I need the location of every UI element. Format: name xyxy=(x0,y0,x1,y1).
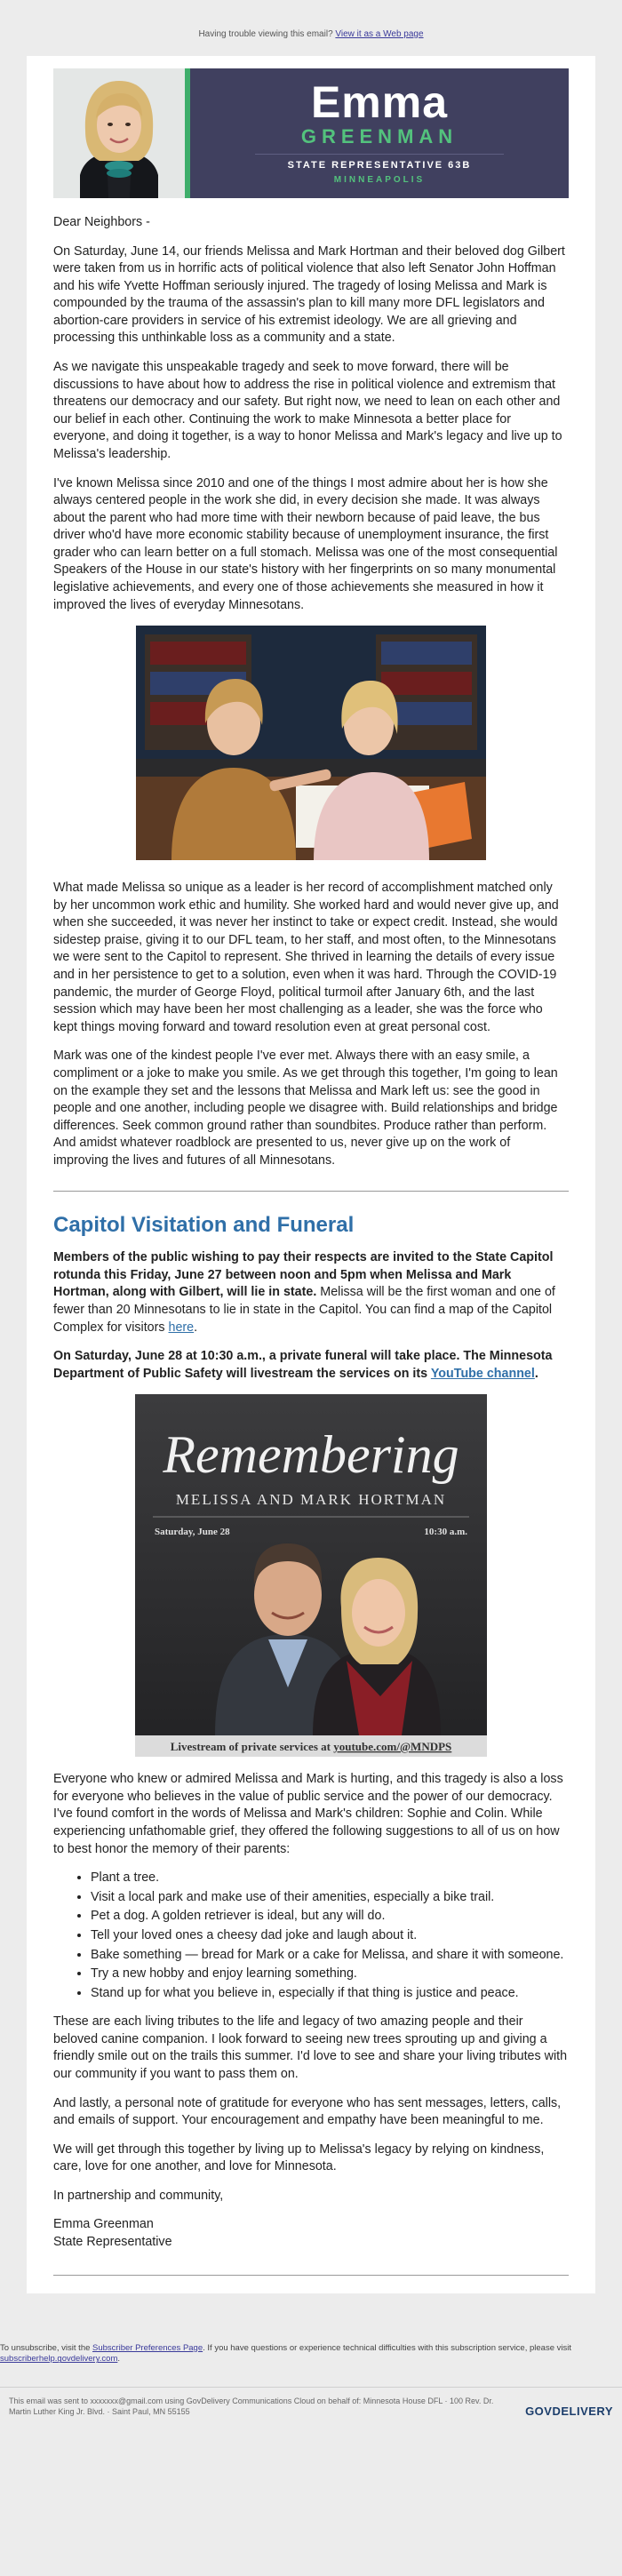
govdelivery-logo-text: GOVDELIVERY xyxy=(525,2404,613,2418)
section-divider xyxy=(53,1191,569,1192)
signoff-title: State Representative xyxy=(53,2235,172,2250)
paragraph: I've known Melissa since 2010 and one of the things I most admire about her is how she always centered people in the work she did, in every decision she made. It was always about the parent who had more time with their newborn because of paid leave, the bus driver who'd have more economic stability because of unemployment insurance, the first grader who can learn better on a full stomach. Melissa was one of the most consequential Speakers of the House in our state's history with her fingerprints on so many monumental legislative achievements, and every one of those achievements she measured in how it improved the lives of everyday Minnesotans. xyxy=(53,475,558,612)
email-body xyxy=(53,214,569,2276)
remembering-poster xyxy=(135,1394,487,1757)
capitol-heading: Capitol Visitation and Funeral xyxy=(53,1213,355,1238)
signoff xyxy=(53,2188,569,2252)
sender-footer xyxy=(0,2388,622,2417)
poster-title: Remembering xyxy=(163,1425,459,1485)
poster-caption-text: Livestream of private services at xyxy=(170,1740,334,1754)
poster-time: 10:30 a.m. xyxy=(424,1527,467,1538)
unsub-text-end: . xyxy=(117,2354,120,2365)
poster-names: MELISSA AND MARK HORTMAN xyxy=(175,1491,447,1509)
govdelivery-logo xyxy=(525,2405,613,2418)
list-item: • Plant a tree. xyxy=(91,1870,569,1887)
visitation-paragraph xyxy=(53,1249,569,1336)
paragraph: What made Melissa so unique as a leader is her record of accomplishment matched only by her uncommon work ethic and humility. She worked hard and would never give up, and when she succeeded, it was never her instinct to take or expect credit. Instead, she would sidestep praise, giving it to our DFL team, to her staff, and most often, to the Minnesotans we were sent to the Capitol to represent. She thrived in learning the details of every issue and in her persistence to get to a solution, even when it was hard. Through the COVID-19 pandemic, the murder of George Floyd, political turmoil after January 6th, and the last session which may have been her most challenging as a leader, she was the force who kept things moving forward and toward resolution even at great personal cost. xyxy=(53,881,559,1034)
paragraph: We will get through this together by living up to Melissa's legacy by relying on kindness, care, love for one another, and love for Minnesota. xyxy=(53,2141,545,2174)
funeral-paragraph xyxy=(53,1348,569,1383)
suggestion-list xyxy=(53,1870,569,2002)
paragraph: Everyone who knew or admired Melissa and Mark is hurting, and this tragedy is also a loss for everyone who believes in the value of public service and the power of our democracy. I've found comfort in the words of Melissa and Mark's children: Sophie and Colin. While experiencing unfathomable grief, they offered the following suggestions to all of us on how to best honor the memory of their parents: xyxy=(53,1772,563,1856)
visitation-text: Melissa will be the first woman and one of fewer than 20 Minnesotans to lie in state in the Capitol. You can find a map of the Capitol Complex for visitors xyxy=(53,1285,555,1335)
list-item: • Visit a local park and make use of their amenities, especially a bike trail. xyxy=(91,1889,569,1907)
visitation-end: . xyxy=(194,1320,198,1335)
greeting: Dear Neighbors - xyxy=(53,215,150,229)
header-banner xyxy=(53,68,569,198)
subscriber-help-link[interactable]: subscriberhelp.govdelivery.com xyxy=(0,2354,118,2365)
poster-date: Saturday, June 28 xyxy=(155,1527,230,1538)
banner-office: STATE REPRESENTATIVE 63B xyxy=(287,160,472,171)
melissa-and-emma-photo xyxy=(136,626,486,860)
list-item: • Tell your loved ones a cheesy dad joke and laugh about it. xyxy=(91,1927,569,1945)
capitol-map-link[interactable]: here xyxy=(168,1320,195,1335)
preheader xyxy=(0,0,622,56)
paragraph: On Saturday, June 14, our friends Melissa and Mark Hortman and their beloved dog Gilbert were taken from us in horrific acts of political violence that also left Senator John Hoffman and his wife Yvette Hoffman seriously injured. The tragedy of losing Melissa and Mark is compounded by the trauma of the assassin's plan to kill many more DFL legislators and abortion-care providers in service of his extremist ideology. We are all grieving and processing this unthinkable loss as a community and a state. xyxy=(53,243,565,346)
funeral-end: . xyxy=(534,1366,538,1381)
funeral-bold xyxy=(53,1349,552,1381)
poster-caption xyxy=(171,1740,452,1753)
poster-caption-link: youtube.com/@MNDPS xyxy=(333,1740,452,1754)
paragraph: Mark was one of the kindest people I've ever met. Always there with an easy smile, a compliment or a joke to make you smile. As we get through this together, I'm going to lean on the example they set and the lessons that Melissa and Mark left us: see the good in people and one another, including people we disagree with. Build relationships and bridge differences. Seek common ground rather than soundbites. Produce rather than perform. And amidst whatever roadblock are presented to us, never give up on the work of improving the lives and futures of all Minnesotans. xyxy=(53,1049,558,1168)
visitation-bold: Members of the public wishing to pay their respects are invited to the State Capitol rotunda this Friday, June 27 between noon and 5pm when Melissa and Mark Hortman, along with Gilbert, will lie in state. xyxy=(53,1250,554,1300)
list-item: • Stand up for what you believe in, especially if that thing is justice and peace. xyxy=(91,1985,569,2003)
signoff-closing: In partnership and community, xyxy=(53,2188,224,2203)
footer-divider xyxy=(53,2275,569,2276)
banner-divider xyxy=(255,154,504,155)
subscriber-preferences-link[interactable]: Subscriber Preferences Page xyxy=(92,2342,203,2353)
paragraph: And lastly, a personal note of gratitude for everyone who has sent messages, letters, calls, and emails of support. Your encouragement and empathy have been meaningful to me. xyxy=(53,2095,562,2128)
banner-first-name: Emma xyxy=(310,77,449,127)
web-view-link[interactable]: View it as a Web page xyxy=(335,29,424,39)
list-item: • Pet a dog. A golden retriever is ideal, but any will do. xyxy=(91,1908,569,1926)
banner-title-block xyxy=(190,68,569,198)
list-item: • Try a new hobby and enjoy learning something. xyxy=(91,1966,569,1983)
paragraph: As we navigate this unspeakable tragedy and seek to move forward, there will be discussions to have about how to address the rise in political violence and extremism that threatens our democracy and our safety. But right now, we need to lean on each other and our belief in each other. Continuing the work to make Minnesota a better place for everyone, and doing it together, is a way to honor Melissa and Mark's legacy and live up to Melissa's leadership. xyxy=(53,360,562,461)
paragraph: These are each living tributes to the life and legacy of two amazing people and their beloved canine companion. I look forward to seeing new trees sprouting up and giving a friendly smile out on the trails this summer. I'd love to see and share your living tributes with our community if you want to pass them on. xyxy=(53,2014,568,2081)
banner-city: MINNEAPOLIS xyxy=(333,175,426,185)
portrait-photo xyxy=(53,68,185,198)
signoff-name: Emma Greenman xyxy=(53,2217,154,2232)
list-item: • Bake something — bread for Mark or a cake for Melissa, and share it with someone. xyxy=(91,1947,569,1965)
sent-line: This email was sent to xxxxxxx@gmail.com using GovDelivery Communications Cloud on behalf of: Minnesota House DFL · 100 Rev. Dr. Martin Luther King Jr. Blvd. · Saint Paul, MN 55155 xyxy=(9,2397,494,2416)
youtube-channel-link[interactable]: YouTube channel xyxy=(430,1366,535,1381)
preheader-text: Having trouble viewing this email? xyxy=(198,29,333,39)
unsub-text: To unsubscribe, visit the xyxy=(0,2342,93,2353)
funeral-bold-text: On Saturday, June 28 at 10:30 a.m., a private funeral will take place. The Minnesota Department of Public Safety will livestream the services on its xyxy=(53,1349,553,1381)
email-card xyxy=(27,56,595,2293)
unsubscribe-notice xyxy=(0,2293,613,2366)
unsub-text-mid: . If you have questions or experience technical difficulties with this subscription service, please visit xyxy=(203,2342,571,2353)
banner-last-name: GREENMAN xyxy=(300,125,459,148)
